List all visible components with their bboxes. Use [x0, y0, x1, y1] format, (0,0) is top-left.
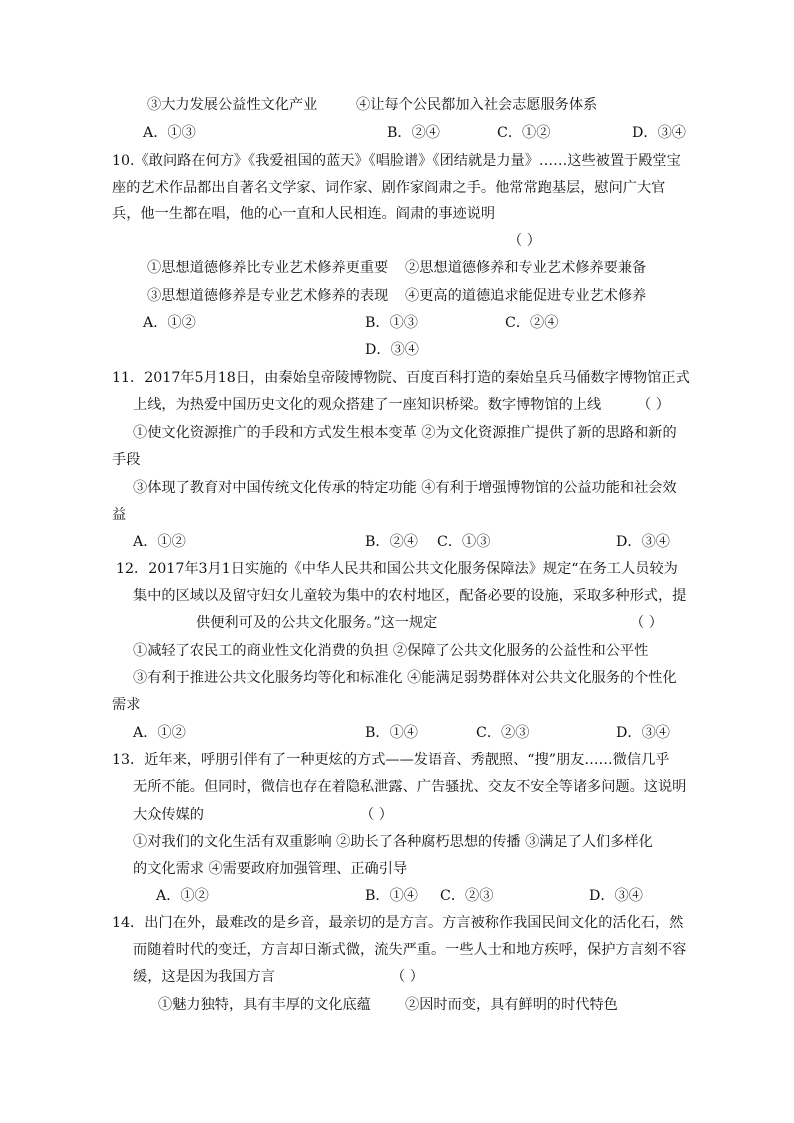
q13-stem-line2: 无所不能。但同时，微信也存在着隐私泄露、广告骚扰、交友不安全等诸多问题。这说明 — [133, 779, 687, 795]
q12-answer-paren: （ ） — [630, 615, 663, 631]
q11-choice-c: C．①③ — [437, 534, 491, 550]
q13-stem-line1: 13．近年来，呼朋引伴有了一种更炫的方式——发语音、秀靓照、“搜”朋友……微信几乎 — [112, 752, 670, 768]
q11-options-1-2-cont: 手段 — [112, 452, 141, 468]
q12-options-3-4: ③有利于推进公共文化服务均等化和标准化 ④能满足弱势群体对公共文化服务的个性化 — [133, 670, 677, 686]
q11-stem-line1: 11．2017年5月18日，由秦始皇帝陵博物院、百度百科打造的秦始皇兵马俑数字博物馆正式 — [112, 370, 690, 386]
q14-answer-paren: （ ） — [391, 969, 424, 985]
q10-stem-line3: 兵，他一生都在唱，他的心一直和人民相连。阎肃的事迹说明 — [112, 206, 496, 222]
q9-choice-c: C．①② — [497, 125, 551, 141]
q12-choice-d: D．③④ — [616, 725, 670, 741]
q13-choice-d: D．③④ — [589, 888, 643, 904]
q10-stem-line2: 座的艺术作品都出自著名文学家、词作家、剧作家阎肃之手。他常常跑基层，慰问广大官 — [112, 180, 666, 196]
q10-answer-paren: （ ） — [508, 233, 541, 249]
q10-stem-line1: 10.《敢问路在何方》《我爱祖国的蓝天》《唱脸谱》《团结就是力量》……这些被置于殿堂宝 — [112, 153, 681, 169]
q13-choice-a: A．①② — [156, 888, 209, 904]
q12-stem-line1: 12．2017年3月1日实施的《中华人民共和国公共文化服务保障法》规定“在务工人员较为 — [116, 561, 678, 577]
q10-option-3: ③思想道德修养是专业艺术修养的表现 — [147, 288, 389, 304]
q13-stem-line3: 大众传媒的 — [133, 807, 204, 823]
q9-option-4: ④让每个公民都加入社会志愿服务体系 — [356, 97, 598, 113]
q14-stem-line1: 14．出门在外，最难改的是乡音，最亲切的是方言。方言被称作我国民间文化的活化石，然 — [112, 915, 684, 931]
q10-option-2: ②思想道德修养和专业艺术修养要兼备 — [405, 260, 647, 276]
q10-choice-a: A．①② — [143, 315, 196, 331]
q12-stem-line3: 供便利可及的公共文化服务。”这一规定 — [196, 615, 438, 631]
q10-option-4: ④更高的道德追求能促进专业艺术修养 — [405, 288, 647, 304]
q13-options-1-2-3: ①对我们的文化生活有双重影响 ②助长了各种腐朽思想的传播 ③满足了人们多样化 — [133, 834, 653, 850]
q14-option-1: ①魅力独特，具有丰厚的文化底蕴 — [158, 997, 371, 1013]
q10-choice-d: D．③④ — [365, 342, 419, 358]
q12-options-3-4-cont: 需求 — [112, 697, 141, 713]
q14-option-2: ②因时而变，具有鲜明的时代特色 — [405, 997, 618, 1013]
q11-options-3-4: ③体现了教育对中国传统文化传承的特定功能 ④有利于增强博物馆的公益功能和社会效 — [133, 480, 677, 496]
q11-answer-paren: （ ） — [637, 397, 670, 413]
q14-stem-line2: 而随着时代的变迁，方言却日渐式微，流失严重。一些人士和地方疾呼，保护方言刻不容 — [133, 942, 687, 958]
q11-options-3-4-cont: 益 — [112, 507, 127, 523]
q14-stem-line3: 缓，这是因为我国方言 — [133, 969, 275, 985]
q10-option-1: ①思想道德修养比专业艺术修养更重要 — [147, 260, 389, 276]
q9-choice-a: A．①③ — [143, 125, 196, 141]
q9-choice-b: B．②④ — [387, 125, 440, 141]
q9-option-3: ③大力发展公益性文化产业 — [147, 97, 318, 113]
q13-choice-c: C．②③ — [440, 888, 494, 904]
q12-choice-b: B．①④ — [365, 725, 418, 741]
q13-answer-paren: （ ） — [360, 807, 393, 823]
q12-choice-c: C．②③ — [476, 725, 530, 741]
q9-choice-d: D．③④ — [632, 125, 686, 141]
q13-choice-b: B．①④ — [365, 888, 418, 904]
q11-stem-line2: 上线，为热爱中国历史文化的观众搭建了一座知识桥梁。数字博物馆的上线 — [133, 397, 602, 413]
q12-choice-a: A．①② — [133, 725, 186, 741]
q13-options-3-4: 的文化需求 ④需要政府加强管理、正确引导 — [133, 861, 408, 877]
q10-choice-c: C．②④ — [505, 315, 559, 331]
q12-stem-line2: 集中的区域以及留守妇女儿童较为集中的农村地区，配备必要的设施，采取多种形式，提 — [133, 588, 687, 604]
q11-choice-b: B．②④ — [365, 534, 418, 550]
q11-options-1-2: ①使文化资源推广的手段和方式发生根本变革 ②为文化资源推广提供了新的思路和新的 — [133, 425, 677, 441]
q12-options-1-2: ①减轻了农民工的商业性文化消费的负担 ②保障了公共文化服务的公益性和公平性 — [133, 643, 649, 659]
q10-choice-b: B．①③ — [365, 315, 418, 331]
q11-choice-a: A．①② — [133, 534, 186, 550]
q11-choice-d: D．③④ — [616, 534, 670, 550]
